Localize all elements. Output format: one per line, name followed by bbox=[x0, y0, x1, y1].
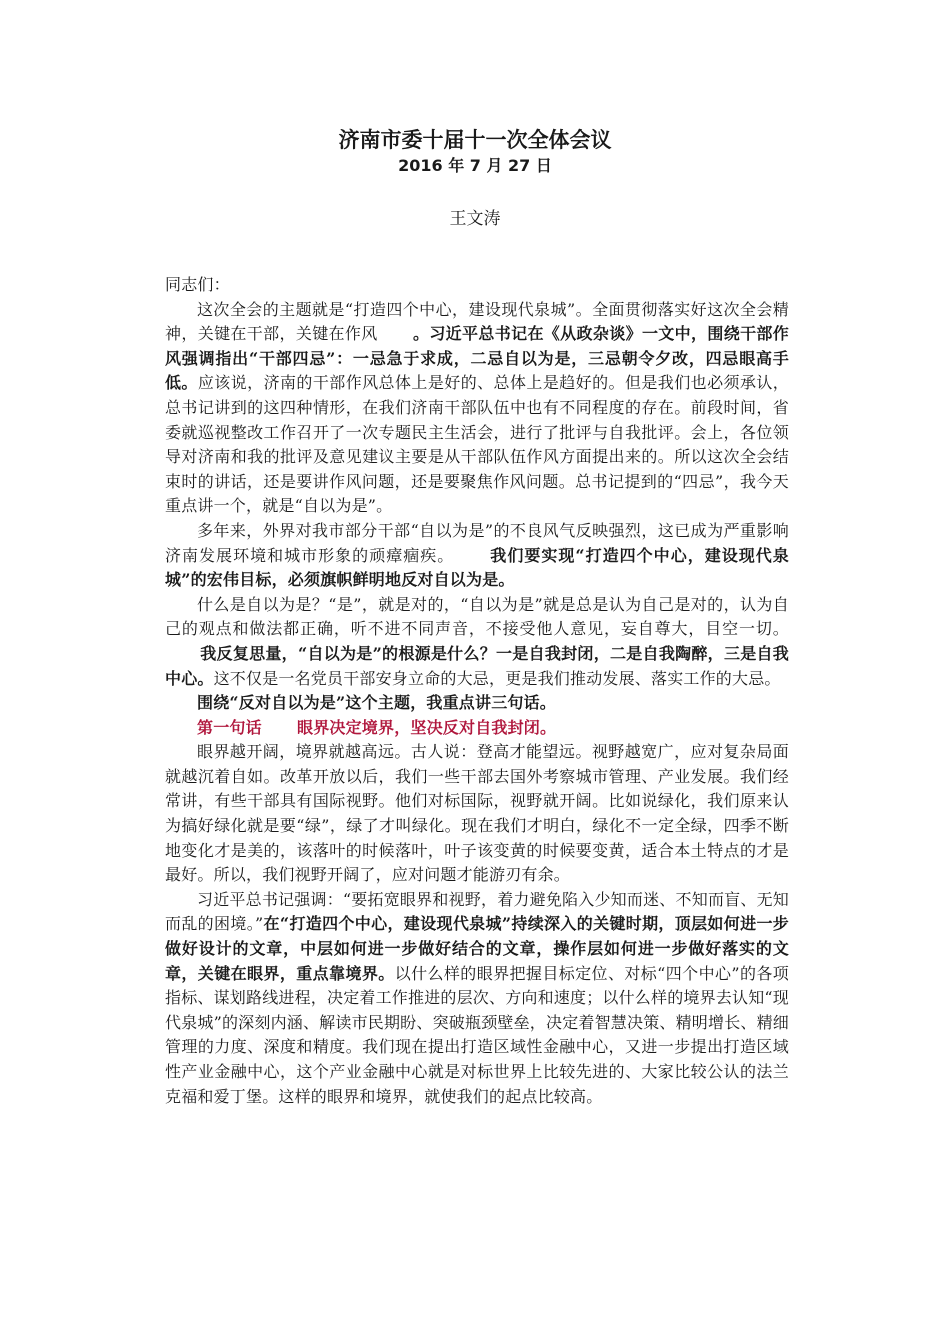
paragraph-4: 围绕“反对自以为是”这个主题，我重点讲三句话。 bbox=[197, 693, 557, 713]
salutation: 同志们： bbox=[165, 275, 230, 294]
paragraph-1-text-c: 应该说，济南的干部作风总体上是好的、总体上是趋好的。但是我们也必须承认，总书记讲到的这四种情形，在我们济南干部队伍中也有不同程度的存在。前段时间，省委就巡视整改工作召开了一次专题民主生活会，进行了批评与自我批评。会上，各位领导对济南和我的批评及意见建议主要是从干部队伍作风方面提出来的。所以这次全会结束时的讲话，还是要讲作风问题，还是要聚焦作风问题。总书记提到的“四忌”，我今天重点讲一个，就是“自以为是”。 bbox=[165, 373, 789, 516]
paragraph-2 bbox=[165, 519, 789, 593]
paragraph-3-text-a: 什么是自以为是？“是”，就是对的，“自以为是”就是总是认为自己是对的，认为自己的观点和做法都正确，听不进不同声音，不接受他人意见，妄自尊大，目空一切。 bbox=[165, 594, 789, 639]
paragraph-1-bold: 。习近平总书记在《从政杂谈》一文中，围绕干部作风强调指出“干部四忌”：一忌急于求成，二忌自以为是，三忌朝令夕改，四忌眼高手低。 bbox=[165, 324, 789, 393]
paragraph-3-text-c: 这不仅是一名党员干部安身立命的大忌，更是我们推动发展、落实工作的大忌。 bbox=[213, 668, 781, 688]
paragraph-7-bold: 在“打造四个中心，建设现代泉城”持续深入的关键时期，顶层如何进一步做好设计的文章，中层如何进一步做好结合的文章，操作层如何进一步做好落实的文章，关键在眼界，重点靠境界。 bbox=[165, 914, 789, 983]
paragraph-1-text-a: 这次全会的主题就是“打造四个中心，建设现代泉城”。全面贯彻落实好这次全会精神，关键在干部，关键在作风 bbox=[165, 299, 789, 344]
document-body bbox=[165, 273, 789, 1109]
paragraph-1 bbox=[165, 298, 789, 519]
paragraph-2-text-a: 多年来，外界对我市部分干部“自以为是”的不良风气反映强烈，这已成为严重影响济南发展环境和城市形象的顽瘴痼疾。 bbox=[165, 520, 789, 565]
paragraph-2-bold: 我们要实现“打造四个中心，建设现代泉城”的宏伟目标，必须旗帜鲜明地反对自以为是。 bbox=[165, 545, 789, 590]
section-heading-1-label: 第一句话 bbox=[197, 717, 262, 737]
document-author: 王文涛 bbox=[449, 209, 501, 229]
paragraph-6: 眼界越开阔，境界就越高远。古人说：登高才能望远。视野越宽广，应对复杂局面就越沉着自如。改革开放以后，我们一些干部去国外考察城市管理、产业发展。我们经常讲，有些干部具有国际视野。他们对标国际，视野就开阔。比如说绿化，我们原来认为搞好绿化就是要“绿”，绿了才叫绿化。现在我们才明白，绿化不一定全绿，四季不断地变化才是美的，该落叶的时候落叶，叶子该变黄的时候要变黄，适合本土特点的才是最好。所以，我们视野开阔了，应对问题才能游刃有余。 bbox=[165, 742, 789, 885]
document-date: 2016 年 7 月 27 日 bbox=[398, 156, 552, 175]
section-heading-1 bbox=[165, 716, 789, 741]
paragraph-7-text-c: 以什么样的眼界把握目标定位、对标“四个中心”的各项指标、谋划路线进程，决定着工作推进的层次、方向和速度；以什么样的境界去认知“现代泉城”的深刻内涵、解读市民期盼、突破瓶颈壁垒，决定着智慧决策、精明增长、精细管理的力度、深度和精度。我们现在提出打造区域性金融中心，又进一步提出打造区域性产业金融中心，这个产业金融中心就是对标世界上比较先进的、大家比较公认的法兰克福和爱丁堡。这样的眼界和境界，就使我们的起点比较高。 bbox=[165, 963, 789, 1106]
paragraph-3-bold: 我反复思量，“自以为是”的根源是什么？一是自我封闭，二是自我陶醉，三是自我中心。 bbox=[165, 643, 789, 688]
paragraph-7-text-a: 习近平总书记强调：“要拓宽眼界和视野，着力避免陷入少知而迷、不知而盲、无知而乱的困境。” bbox=[165, 889, 789, 934]
paragraph-3 bbox=[165, 593, 789, 691]
section-heading-1-text: 眼界决定境界，坚决反对自我封闭。 bbox=[297, 717, 557, 737]
paragraph-7 bbox=[165, 888, 789, 1109]
document-title: 济南市委十届十一次全体会议 bbox=[338, 127, 612, 152]
